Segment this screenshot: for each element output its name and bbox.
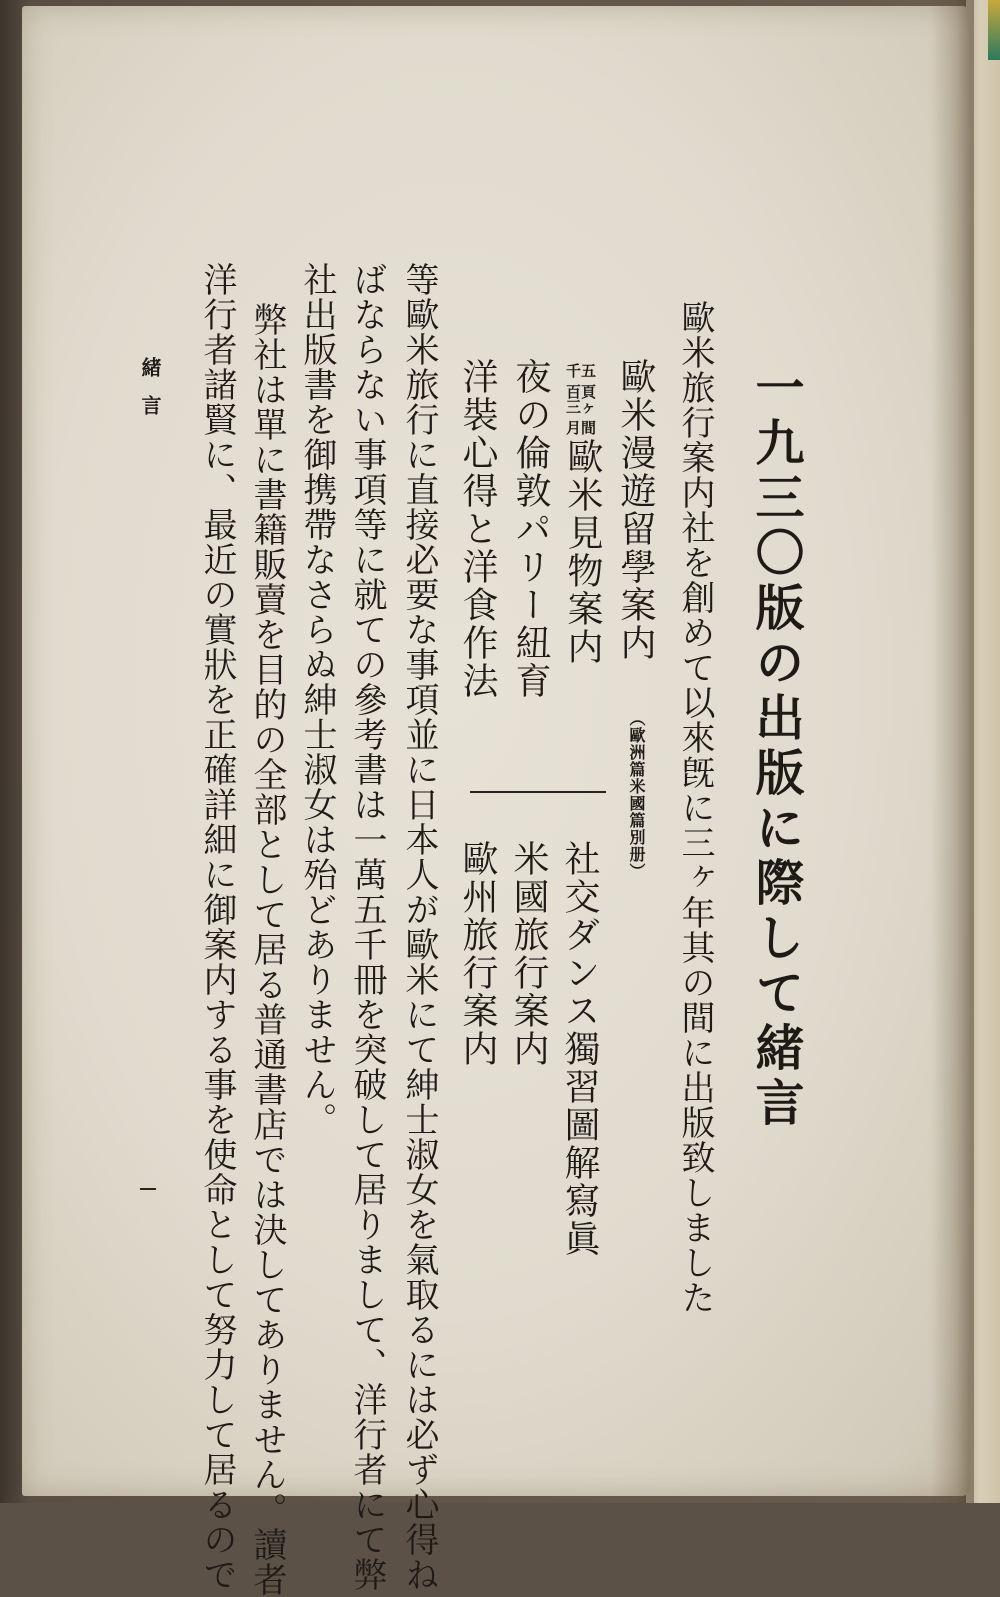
book-title-1-note: （歐洲篇米國篇別册） (627, 710, 646, 880)
book-title-6: 米國旅行案内 (508, 840, 549, 1068)
book-page (22, 6, 970, 1496)
book-title-1: 歐米漫遊留學案内 (615, 358, 656, 662)
book-title-7: 歐州旅行案内 (457, 840, 498, 1068)
bookmark-tab (988, 0, 1000, 60)
body-line-4: 弊社は單に書籍販賣を目的の全部として居る普通書店では決してありません。讀者 (247, 302, 287, 1597)
body-line-2: ばならない事項等に就ての參考書は一萬五千冊を突破して居りまして、洋行者にて弊 (347, 262, 387, 1592)
book-title-2: 歐米見物案内 (562, 438, 603, 666)
book-2-size-label (566, 358, 606, 437)
binding-shadow (930, 0, 974, 1503)
body-line-1: 等歐米旅行に直接必要な事項並に日本人が歐米にて紳士淑女を氣取るには必ず心得ね (399, 262, 439, 1592)
book-title-4: 洋裝心得と洋食作法 (457, 358, 498, 700)
book-title-5: 社交ダンス獨習圖解寫眞 (559, 840, 600, 1258)
list-divider (470, 791, 606, 793)
body-line-5: 洋行者諸賢に、最近の實狀を正確詳細に御案内する事を使命として努力して居るので (197, 262, 237, 1592)
page-number (140, 1188, 156, 1190)
intro-line: 歐米旅行案内社を創めて以來旣に三ヶ年其の間に出版致しました (675, 300, 715, 1315)
page-title: 一九三〇版の出版に際して緒言 (748, 362, 806, 1132)
running-head: 緒言 (138, 357, 162, 433)
book-2-duration: 三ヶ月間 (566, 398, 597, 437)
book-2-pages: 千五百頁 (566, 362, 597, 401)
body-line-3: 社出版書を御携帶なさらぬ紳士淑女は殆どありません。 (297, 262, 337, 1137)
book-title-3: 夜の倫敦パリー紐育 (510, 358, 551, 700)
